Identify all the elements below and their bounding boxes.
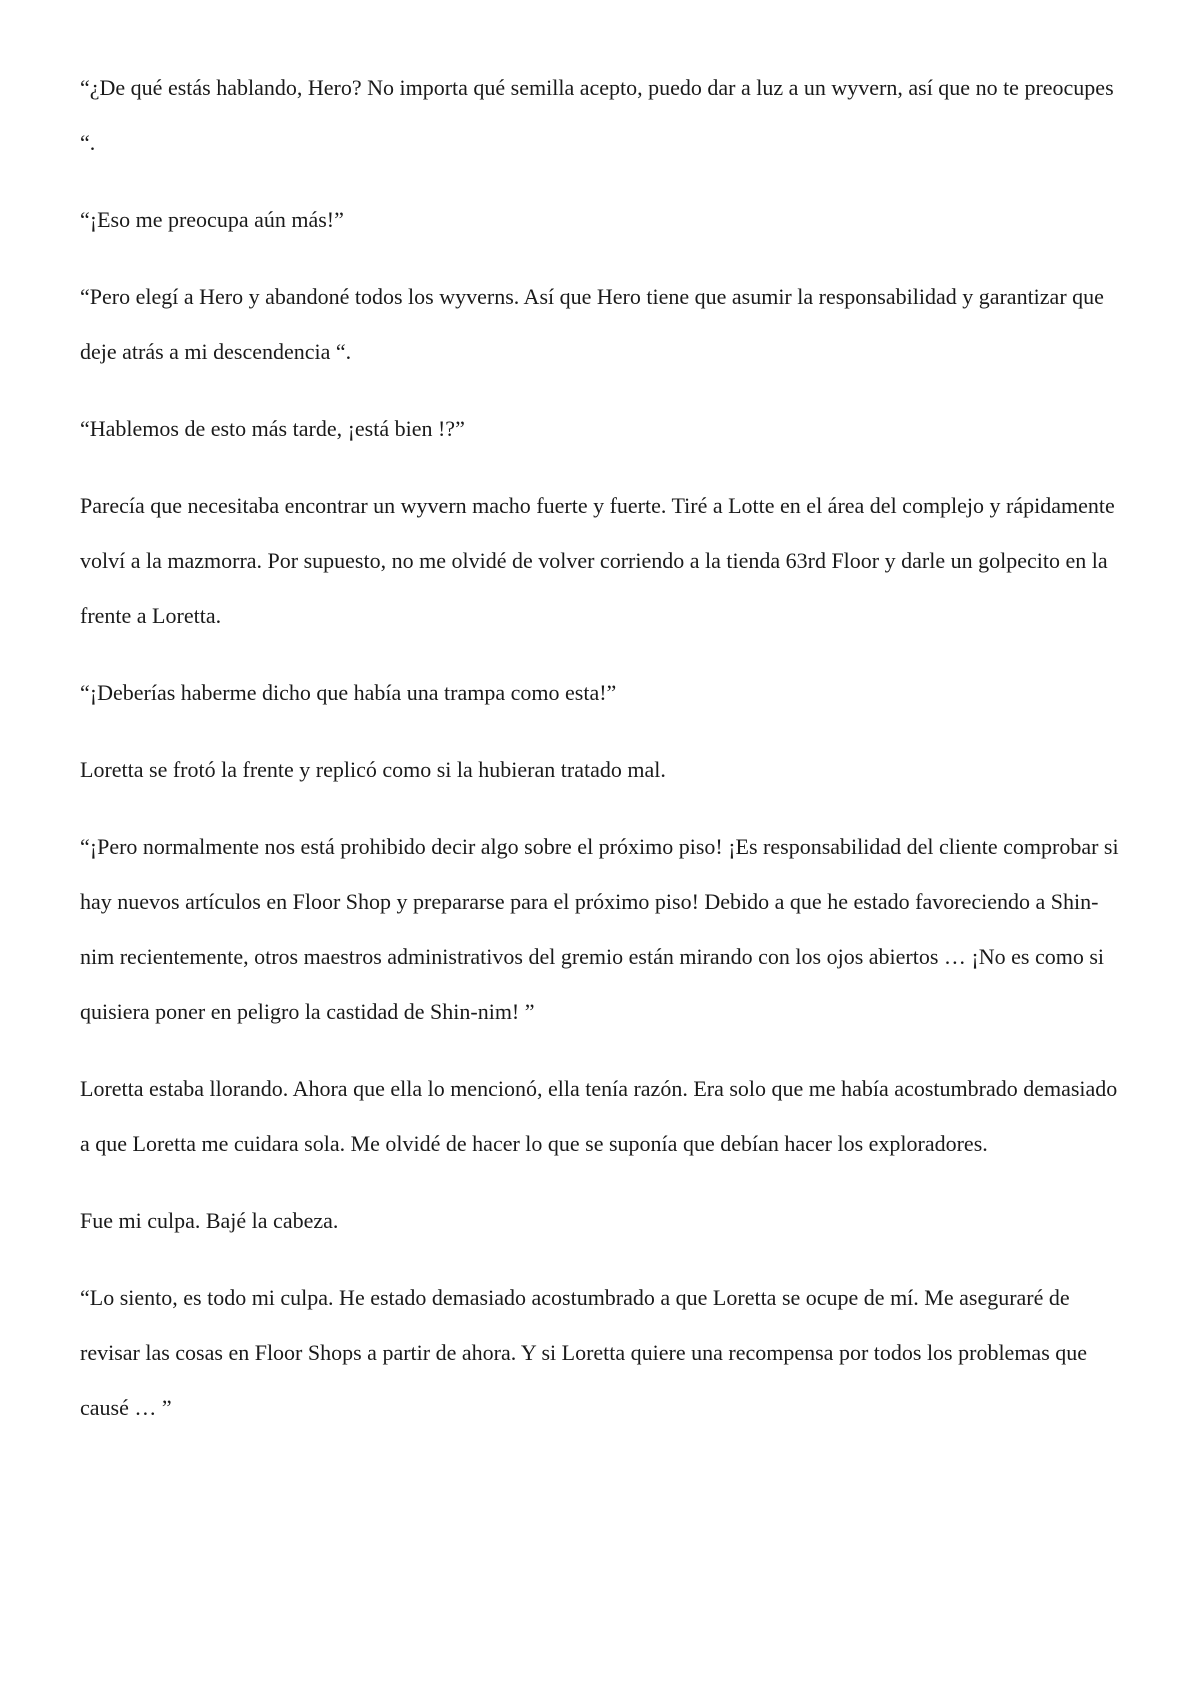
paragraph: “Lo siento, es todo mi culpa. He estado demasiado acostumbrado a que Loretta se ocupe de mí. Me aseguraré de revisar las cosas en Floor Shops a partir de ahora. Y si Loretta quiere una recompensa por todos los problemas que causé … ” bbox=[80, 1285, 1088, 1420]
paragraph: “Hablemos de esto más tarde, ¡está bien !?” bbox=[80, 416, 465, 441]
document-body bbox=[80, 60, 1120, 1457]
paragraph: Loretta se frotó la frente y replicó como si la hubieran tratado mal. bbox=[80, 757, 666, 782]
paragraph: “¿De qué estás hablando, Hero? No importa qué semilla acepto, puedo dar a luz a un wyvern, así que no te preocupes “. bbox=[80, 75, 1114, 155]
paragraph: “¡Pero normalmente nos está prohibido decir algo sobre el próximo piso! ¡Es responsabilidad del cliente comprobar si hay nuevos artículos en Floor Shop y prepararse para el próximo piso! Debido a que he estado favoreciendo a Shin-nim recientemente, otros maestros administrativos del gremio están mirando con los ojos abiertos … ¡No es como si quisiera poner en peligro la castidad de Shin-nim! ” bbox=[80, 834, 1119, 1024]
paragraph: “¡Deberías haberme dicho que había una trampa como esta!” bbox=[80, 680, 617, 705]
paragraph: Loretta estaba llorando. Ahora que ella lo mencionó, ella tenía razón. Era solo que me había acostumbrado demasiado a que Loretta me cuidara sola. Me olvidé de hacer lo que se suponía que debían hacer los exploradores. bbox=[80, 1076, 1118, 1156]
paragraph: Fue mi culpa. Bajé la cabeza. bbox=[80, 1208, 339, 1233]
paragraph: “¡Eso me preocupa aún más!” bbox=[80, 207, 344, 232]
paragraph: Parecía que necesitaba encontrar un wyvern macho fuerte y fuerte. Tiré a Lotte en el área del complejo y rápidamente volví a la mazmorra. Por supuesto, no me olvidé de volver corriendo a la tienda 63rd Floor y darle un golpecito en la frente a Loretta. bbox=[80, 493, 1115, 628]
paragraph: “Pero elegí a Hero y abandoné todos los wyverns. Así que Hero tiene que asumir la responsabilidad y garantizar que deje atrás a mi descendencia “. bbox=[80, 284, 1104, 364]
